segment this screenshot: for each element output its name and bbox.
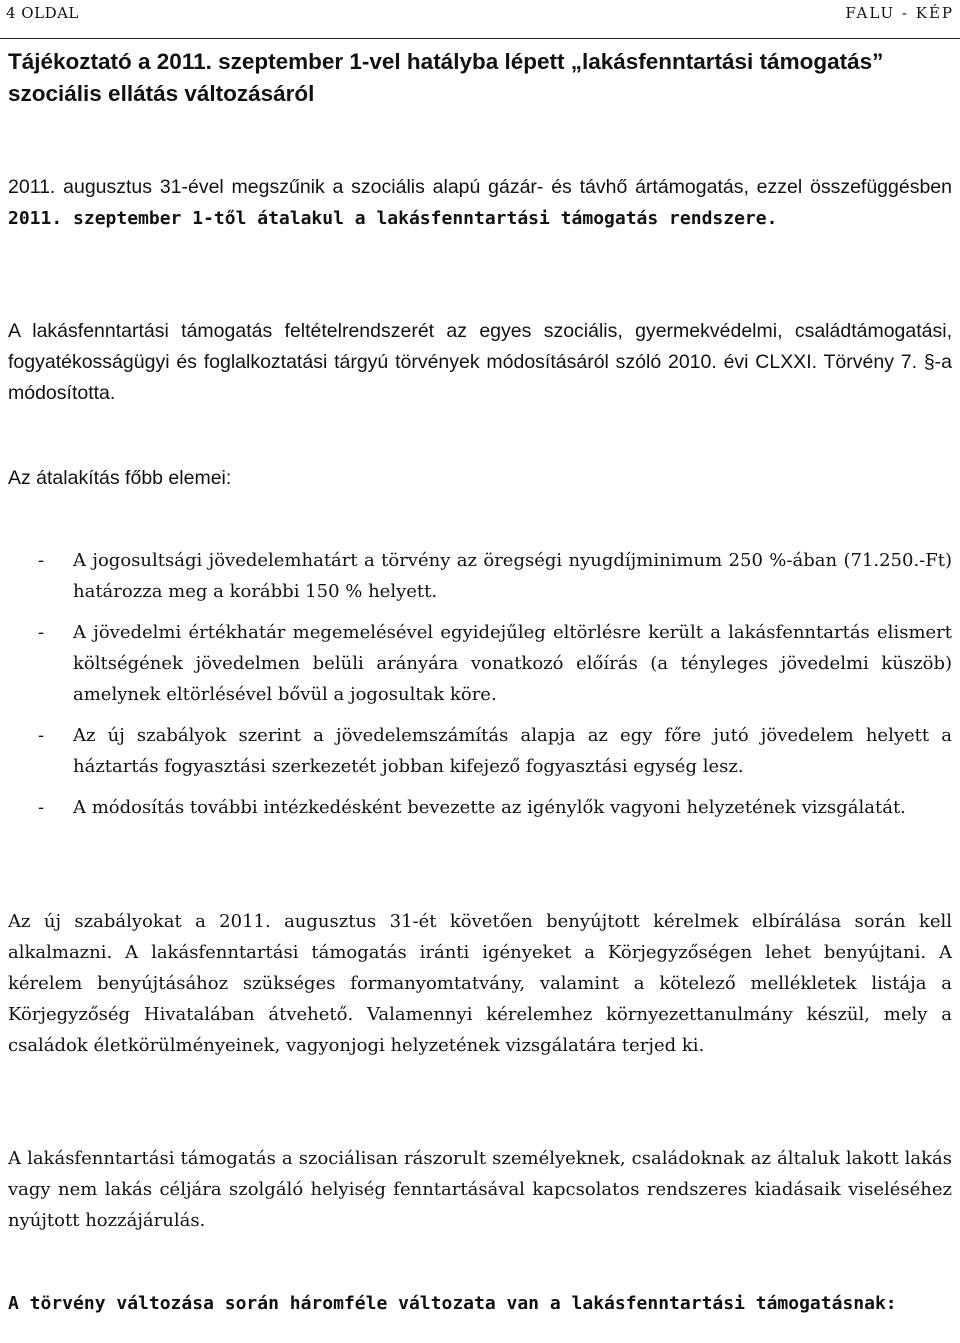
closing-heading: A törvény változása során háromféle változata van a lakásfenntartási támogatásnak: <box>8 1293 897 1314</box>
list-item <box>8 545 952 607</box>
list-heading: Az átalakítás főbb elemei: <box>8 467 232 489</box>
list-dash: - <box>38 797 45 818</box>
list-dash: - <box>38 622 45 643</box>
changes-list <box>8 545 952 833</box>
list-item <box>8 792 952 823</box>
list-item <box>8 617 952 710</box>
page-header <box>0 0 960 39</box>
list-item <box>8 720 952 782</box>
list-item-text: A jogosultsági jövedelemhatárt a törvény az öregségi nyugdíjminimum 250 %-ában (71.250.-Ft) határozza meg a korábbi 150 % helyett. <box>73 550 952 602</box>
list-item-text: A módosítás további intézkedésként bevezette az igénylők vagyoni helyzetének vizsgálatát. <box>73 797 906 818</box>
publication-name: FALU - KÉP <box>845 4 954 22</box>
list-dash: - <box>38 725 45 746</box>
intro-paragraph <box>8 172 952 234</box>
list-item-text: A jövedelmi értékhatár megemelésével egyidejűleg eltörlésre került a lakásfenntartás elismert költségének jövedelmen belüli arányára vonatkozó előírás (a tényleges jövedelmi küszöb) amelynek eltörlésével bővül a jogosultak köre. <box>73 622 952 705</box>
definition-paragraph: A lakásfenntartási támogatás a szociálisan rászorult személyeknek, családoknak az általuk lakott lakás vagy nem lakás céljára szolgáló helyiség fenntartásával kapcsolatos rendszeres kiadásaik viseléséhez nyújtott hozzájárulás. <box>8 1148 952 1231</box>
list-item-text: Az új szabályok szerint a jövedelemszámítás alapja az egy főre jutó jövedelem helyett a háztartás fogyasztási szerkezetét jobban kifejező fogyasztási egység lesz. <box>73 725 952 777</box>
legal-basis-paragraph: A lakásfenntartási támogatás feltételrendszerét az egyes szociális, gyermekvédelmi, családtámogatási, fogyatékosságügyi és foglalkoztatási tárgyú törvények módosításáról szóló 2010. évi CLXXI. Törvény 7. §-a módosította. <box>8 320 952 404</box>
procedure-paragraph: Az új szabályokat a 2011. augusztus 31-ét követően benyújtott kérelmek elbírálása során kell alkalmazni. A lakásfenntartási támogatás iránti igényeket a Körjegyzőségen lehet benyújtani. A kérelem benyújtásához szükséges formanyomtatvány, valamint a kötelező mellékletek listája a Körjegyzőség Hivatalában átvehető. Valamennyi kérelemhez környezettanulmány készül, mely a családok életkörülményeinek, vagyonjogi helyzetének vizsgálatára terjed ki. <box>8 911 952 1056</box>
intro-text: 2011. augusztus 31-ével megszűnik a szociális alapú gázár- és távhő ártámogatás, ezzel összefüggésben <box>8 176 952 198</box>
intro-bold-text: 2011. szeptember 1-től átalakul a lakásfenntartási támogatás rendszere. <box>8 208 778 229</box>
article-title: Tájékoztató a 2011. szeptember 1-vel hatályba lépett „lakásfenntartási támogatás” szociális ellátás változásáról <box>8 49 884 106</box>
list-dash: - <box>38 550 45 571</box>
page-number: 4 OLDAL <box>6 4 79 22</box>
